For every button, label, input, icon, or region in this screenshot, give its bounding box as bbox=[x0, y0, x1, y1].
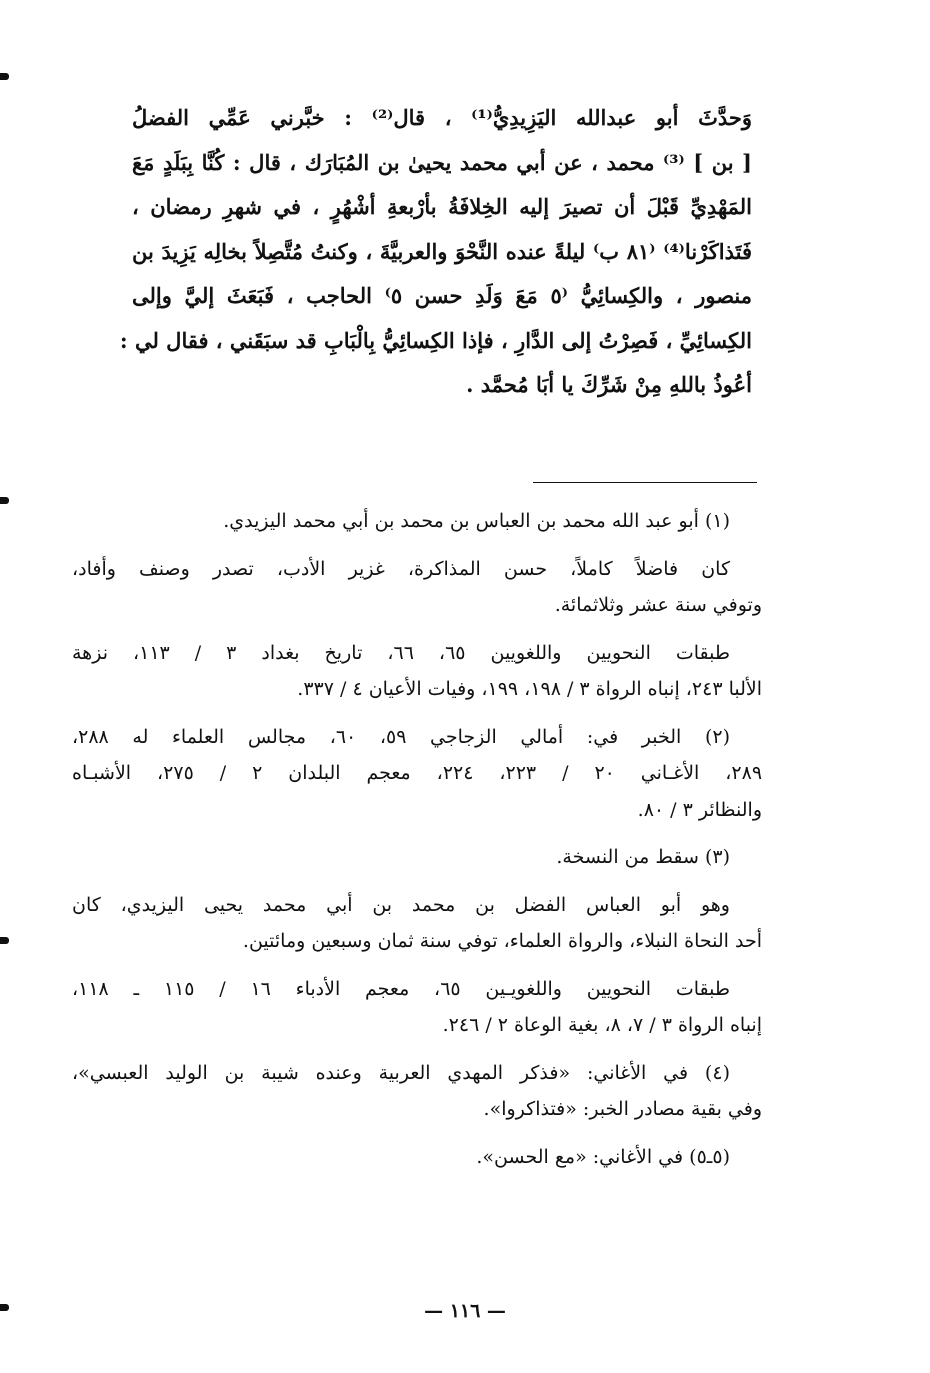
footnote-3-bio bbox=[72, 887, 762, 960]
main-text-line: فَتَذاكَرْنا⁽⁴⁾ ⁽٨١ ب⁾ ليلةً عنده النَّحْوَ والعربيَّةَ ، وكنتُ مُتَّصِلاً بخالِه يَزِيدَ بن bbox=[132, 238, 752, 264]
footnote-line: (٢) الخبر في: أمالي الزجاجي ٥٩، ٦٠، مجالس العلماء له ٢٨٨، bbox=[72, 725, 730, 748]
page-number: — ١١٦ — bbox=[424, 1300, 506, 1322]
footnote-5 bbox=[72, 1139, 762, 1176]
main-text-block bbox=[119, 96, 752, 408]
footnote-line: كان فاضلاً كاملاً، حسن المذاكرة، غزير الأدب، تصدر وصنف وأفاد، bbox=[72, 557, 730, 580]
scan-edge-mark bbox=[0, 497, 9, 504]
footnote-separator bbox=[533, 482, 757, 483]
footnote-line: (٤) في الأغاني: «فذكر المهدي العربية وعنده شيبة بن الوليد العبسي»، bbox=[72, 1061, 730, 1084]
footnote-line: إنباه الرواة ٣ / ٧، ٨، بغية الوعاة ٢ / ٢٤٦. bbox=[442, 1014, 762, 1036]
footnotes-block bbox=[72, 503, 762, 1186]
footnote-1-bio bbox=[72, 551, 762, 624]
footnote-line: طبقات النحويين واللغويين ٦٥، ٦٦، تاريخ بغداد ٣ / ١١٣، نزهة bbox=[72, 641, 730, 664]
scan-edge-mark bbox=[0, 937, 9, 944]
footnote-2 bbox=[72, 719, 762, 829]
footnote-line: وفي بقية مصادر الخبر: «فتذاكروا». bbox=[483, 1098, 762, 1120]
main-text-line: المَهْدِيِّ قَبْلَ أن تصيرَ إليه الخِلافَةُ بأرْبعةِ أشْهُرٍ ، في شهرِ رمضان ، bbox=[132, 194, 752, 219]
footnote-line: (١) أبو عبد الله محمد بن العباس بن محمد بن أبي محمد اليزيدي. bbox=[223, 510, 730, 532]
footnote-line: (٣) سقط من النسخة. bbox=[556, 846, 730, 868]
scan-edge-mark bbox=[0, 73, 9, 80]
main-text-line: وَحدَّثَ أبو عبدالله اليَزِيدِيُّ⁽¹⁾ ، قال⁽²⁾ : خبَّرني عَمِّي الفضلُ bbox=[132, 105, 752, 130]
footnote-line: طبقات النحويين واللغويـين ٦٥، معجم الأدباء ١٦ / ١١٥ ـ ١١٨، bbox=[72, 977, 731, 1000]
footnote-3 bbox=[72, 839, 762, 876]
footnote-1-sources bbox=[72, 635, 762, 708]
footnote-1 bbox=[72, 503, 762, 540]
footnote-line: ٢٨٩، الأغـاني ٢٠ / ٢٢٣، ٢٢٤، معجم البلدان ٢ / ٢٧٥، الأشبـاه bbox=[72, 762, 763, 784]
footnote-3-sources bbox=[72, 971, 762, 1044]
footnote-line: (٥ـ٥) في الأغاني: «مع الحسن». bbox=[476, 1145, 730, 1168]
footnote-line: أحد النحاة النبلاء، والرواة العلماء، توفي سنة ثمان وسبعين ومائتين. bbox=[242, 930, 762, 952]
main-text-line: منصور ، والكِسائِيُّ ⁽٥ مَعَ وَلَدِ حسن ٥⁾ الحاجب ، فَبَعَثَ إليَّ وإلى bbox=[132, 283, 752, 308]
footnote-4 bbox=[72, 1055, 762, 1128]
footnote-line: والنظائر ٣ / ٨٠. bbox=[637, 798, 762, 821]
main-text-line: الكِسائِيِّ ، فَصِرْتُ إلى الدَّارِ ، فإذا الكِسائِيُّ بِالْبَابِ قد سبَقَني ، فقال لي : bbox=[119, 327, 752, 353]
footnote-line: الألبا ٢٤٣، إنباه الرواة ٣ / ١٩٨، ١٩٩، وفيات الأعيان ٤ / ٣٣٧. bbox=[297, 678, 762, 700]
main-text-line: أعُوذُ باللهِ مِنْ شَرِّكَ يا أبَا مُحمَّد . bbox=[466, 372, 752, 397]
footnote-line: وهو أبو العباس الفضل بن محمد بن أبي محمد يحيى اليزيدي، كان bbox=[72, 893, 730, 916]
main-text-line: [ بن ] ⁽³⁾ محمد ، عن أبي محمد يحيىٰ بن المُبَارَك ، قال : كُنَّا بِبَلَدٍ مَعَ bbox=[132, 149, 752, 175]
footnote-line: وتوفي سنة عشر وثلاثمائة. bbox=[554, 594, 762, 616]
